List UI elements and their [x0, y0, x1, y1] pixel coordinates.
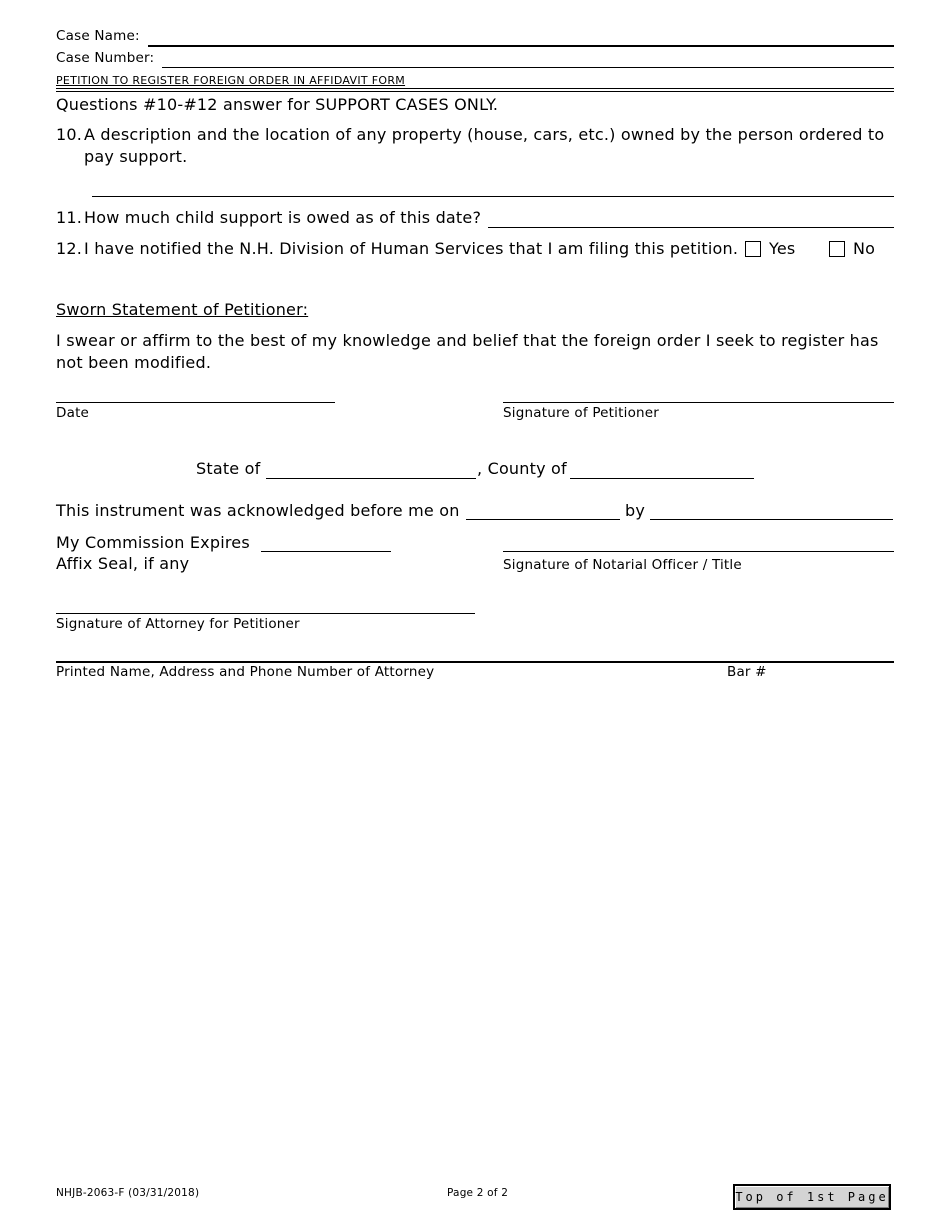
- date-field[interactable]: [56, 384, 335, 403]
- form-id: NHJB-2063-F (03/31/2018): [56, 1187, 200, 1199]
- q10-property-field[interactable]: [92, 178, 894, 197]
- case-name-label: Case Name:: [56, 28, 140, 44]
- county-field[interactable]: [570, 460, 754, 479]
- q10-text-line2: pay support.: [84, 147, 188, 166]
- q11-text: How much child support is owed as of this date?: [84, 208, 482, 227]
- petitioner-signature-caption: Signature of Petitioner: [503, 405, 660, 421]
- q12-text: I have notified the N.H. Division of Human Services that I am filing this petition.: [84, 239, 739, 258]
- case-name-field[interactable]: [148, 27, 894, 47]
- yes-label: Yes: [769, 239, 796, 258]
- state-label: State of: [196, 459, 261, 478]
- support-cases-intro: Questions #10-#12 answer for SUPPORT CASES ONLY.: [56, 95, 499, 114]
- top-of-first-page-button[interactable]: Top of 1st Page: [733, 1184, 891, 1210]
- sworn-statement-line1: I swear or affirm to the best of my knowledge and belief that the foreign order I seek to register has: [56, 331, 879, 350]
- q10-text-line1: A description and the location of any property (house, cars, etc.) owned by the person ordered to: [84, 125, 885, 144]
- sworn-statement-heading: Sworn Statement of Petitioner:: [56, 300, 309, 319]
- form-title: PETITION TO REGISTER FOREIGN ORDER IN AFFIDAVIT FORM: [56, 74, 406, 87]
- petitioner-signature-field[interactable]: [503, 384, 894, 403]
- acknowledged-date-field[interactable]: [466, 501, 620, 520]
- affix-seal-label: Affix Seal, if any: [56, 554, 190, 573]
- commission-expires-field[interactable]: [261, 533, 391, 552]
- date-caption: Date: [56, 405, 90, 421]
- header-divider-2: [56, 91, 894, 92]
- yes-checkbox[interactable]: [745, 241, 761, 257]
- by-label: by: [625, 501, 646, 520]
- sworn-statement-line2: not been modified.: [56, 353, 212, 372]
- notary-signature-field[interactable]: [503, 533, 894, 552]
- attorney-signature-field[interactable]: [56, 595, 475, 614]
- attorney-info-caption: Printed Name, Address and Phone Number of Attorney: [56, 664, 435, 680]
- acknowledged-label: This instrument was acknowledged before me on: [56, 501, 460, 520]
- q11-number: 11.: [56, 208, 83, 227]
- bar-number-caption: Bar #: [727, 664, 767, 680]
- state-field[interactable]: [266, 460, 476, 479]
- case-number-field[interactable]: [162, 49, 894, 68]
- attorney-signature-caption: Signature of Attorney for Petitioner: [56, 616, 300, 632]
- q10-number: 10.: [56, 125, 83, 144]
- case-number-label: Case Number:: [56, 50, 155, 66]
- header-divider: [56, 88, 894, 89]
- q12-number: 12.: [56, 239, 83, 258]
- page-number: Page 2 of 2: [447, 1187, 509, 1199]
- notary-signature-caption: Signature of Notarial Officer / Title: [503, 557, 742, 573]
- q11-amount-field[interactable]: [488, 209, 894, 228]
- no-label: No: [853, 239, 876, 258]
- commission-expires-label: My Commission Expires: [56, 533, 250, 552]
- no-checkbox[interactable]: [829, 241, 845, 257]
- county-label: , County of: [477, 459, 567, 478]
- attorney-info-field[interactable]: [56, 643, 894, 663]
- acknowledged-by-field[interactable]: [650, 501, 893, 520]
